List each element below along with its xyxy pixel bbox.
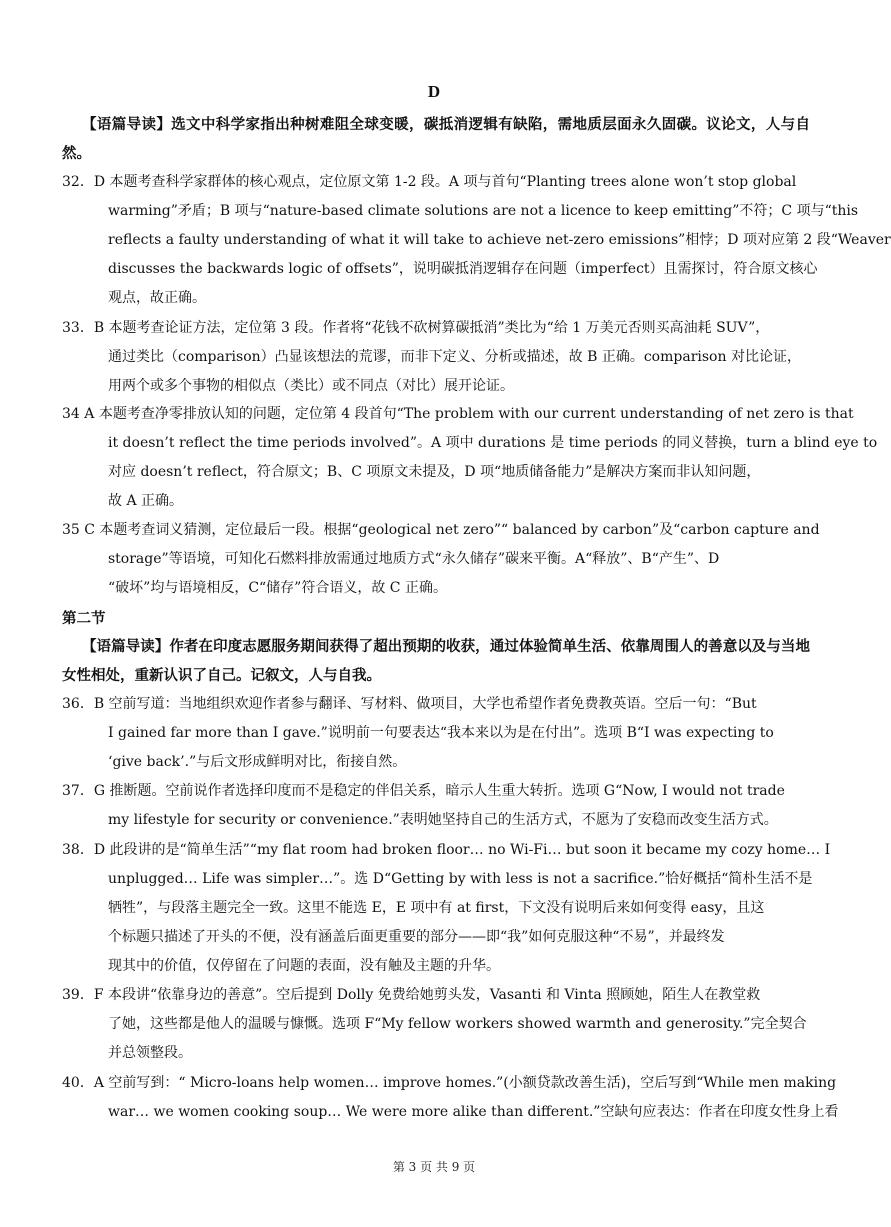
answer-line: 用两个或多个事物的相似点（类比）或不同点（对比）展开论证。 [108,378,514,394]
answer-34 [62,400,878,516]
answer-line: 38．D 此段讲的是“简单生活”“my flat room had broken floor… no Wi-Fi… but soon it became my cozy home… I [62,842,831,858]
answer-40 [62,1069,839,1127]
answer-line: 对应 doesn’t reflect，符合原文；B、C 项原文未提及，D 项“地质储备能力”是解决方案而非认知问题， [108,464,761,480]
answer-line: unplugged… Life was simpler…”。选 D“Getting by with less is not a sacrifice.”恰好概括“简朴生活不是 [108,871,813,887]
answer-line: 35 C 本题考查词义猜测，定位最后一段。根据“geological net zero”“ balanced by carbon”及“carbon capture and [62,522,820,538]
answer-line: warming”矛盾；B 项与“nature-based climate solutions are not a licence to keep emitting”不符；C 项与“this [108,203,859,219]
answer-37 [62,777,808,835]
answer-line: 现其中的价值，仅停留在了问题的表面，没有触及主题的升华。 [108,958,500,974]
answer-38 [62,836,831,981]
answer-line: discusses the backwards logic of offsets”，说明碳抵消逻辑存在问题（imperfect）且需探讨，符合原文核心 [108,261,818,277]
answer-line: 36．B 空前写道：当地组织欢迎作者参与翻译、写材料、做项目，大学也希望作者免费教英语。空后一句：“But [62,696,757,712]
answer-line: 32．D 本题考查科学家群体的核心观点，定位原文第 1-2 段。A 项与首句“Planting trees alone won’t stop global [62,174,797,190]
answer-line: 33．B 本题考查论证方法，定位第 3 段。作者将“花钱不砍树算碳抵消”类比为“给 1 万美元否则买高油耗 SUV”， [62,320,770,336]
answer-33 [62,314,808,401]
answer-32 [62,168,891,313]
answer-line: 40．A 空前写到：“ Micro-loans help women… improve homes.”(小额贷款改善生活)，空后写到“While men making [62,1075,837,1091]
section-letter-d: D [427,82,441,101]
answer-line: it doesn’t reflect the time periods involved”。A 项中 durations 是 time periods 的同义替换，turn a blind eye to [108,435,878,451]
answer-line: 故 A 正确。 [108,493,184,509]
answer-line: 34 A 本题考查净零排放认知的问题，定位第 4 段首句“The problem with our current understanding of net zero is that [62,406,854,422]
section-heading-part-2: 第二节 [62,610,106,627]
answer-line: 牺牲”，与段落主题完全一致。这里不能选 E，E 项中有 at first，下文没有说明后来如何变得 easy，且这 [108,900,765,916]
answer-line: ‘give back’.”与后文形成鲜明对比，衔接自然。 [108,754,407,770]
answer-line: 并总领整段。 [108,1045,192,1061]
answer-39 [62,981,808,1068]
answer-line: 观点，故正确。 [108,290,206,306]
page-footer: 第 3 页 共 9 页 [392,1160,476,1174]
reading-guide-d: 【语篇导读】选文中科学家指出种树难阻全球变暖，碳抵消逻辑有缺陷，需地质层面永久固碳。议论文，人与自然。 [62,116,810,162]
answer-line: I gained far more than I gave.”说明前一句要表达“我本来以为是在付出”。选项 B“I was expecting to [108,725,774,741]
answer-line: “破坏”均与语境相反，C“储存”符合语义，故 C 正确。 [108,580,447,596]
answer-line: war… we women cooking soup… We were more alike than different.”空缺句应表达：作者在印度女性身上看 [108,1104,839,1120]
answer-line: my lifestyle for security or convenience.”表明她坚持自己的生活方式，不愿为了安稳而改变生活方式。 [108,812,778,828]
reading-guide-part-2: 【语篇导读】作者在印度志愿服务期间获得了超出预期的收获，通过体验简单生活、依靠周围人的善意以及与当地女性相处，重新认识了自己。记叙文，人与自我。 [62,638,810,684]
answer-36 [62,690,808,777]
answer-line: reflects a faulty understanding of what it will take to achieve net-zero emissions”相悖；D 项对应第 2 段“Weaver [108,232,891,248]
answer-line: 39．F 本段讲“依靠身边的善意”。空后提到 Dolly 免费给她剪头发，Vasanti 和 Vinta 照顾她，陌生人在教堂救 [62,987,761,1003]
answer-line: 个标题只描述了开头的不便，没有涵盖后面更重要的部分——即“我”如何克服这种“不易”，并最终发 [108,929,725,945]
answer-line: 通过类比（comparison）凸显该想法的荒谬，而非下定义、分析或描述，故 B 正确。comparison 对比论证， [108,349,801,365]
answer-line: 37．G 推断题。空前说作者选择印度而不是稳定的伴侣关系，暗示人生重大转折。选项 G“Now, I would not trade [62,783,785,799]
answer-35 [62,516,820,603]
answer-line: storage”等语境，可知化石燃料排放需通过地质方式“永久储存”碳来平衡。A“释放”、B“产生”、D [108,551,720,567]
answer-line: 了她，这些都是他人的温暖与慷慨。选项 F“My fellow workers showed warmth and generosity.”完全契合 [108,1016,807,1032]
